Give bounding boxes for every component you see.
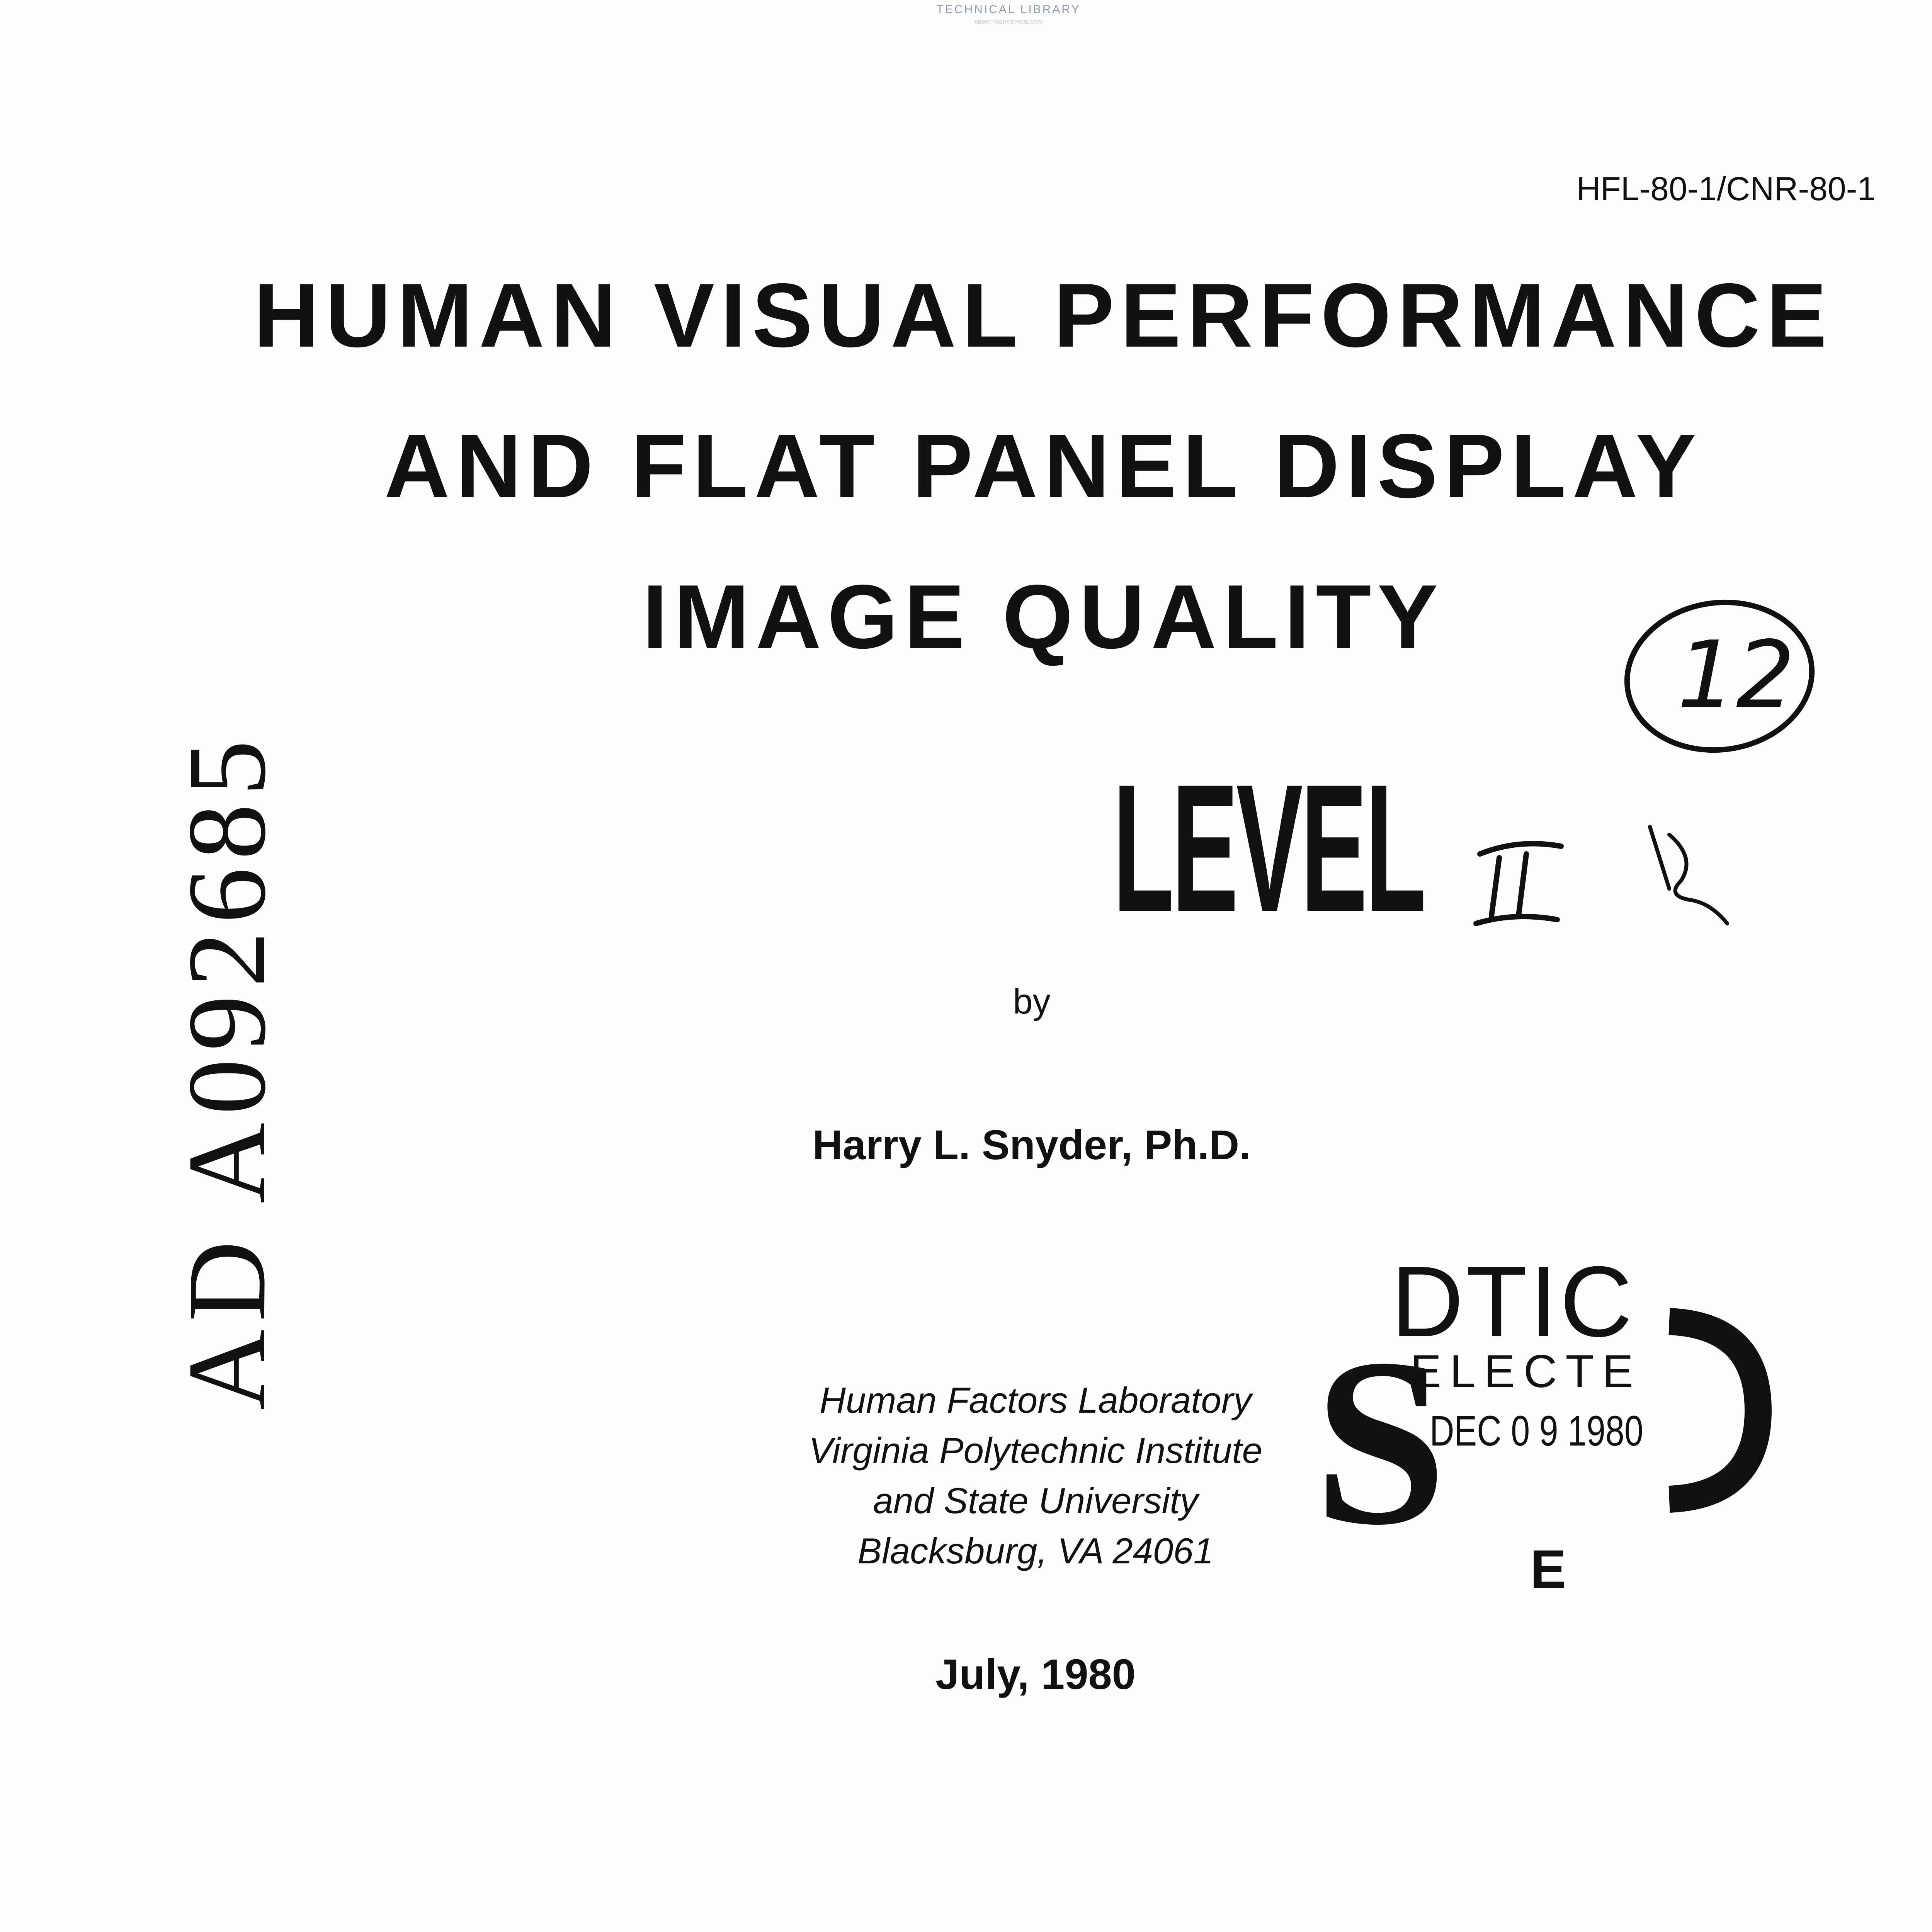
level-stamp-word: LEVEL [1113,747,1424,949]
affiliation-line-4: Blacksburg, VA 24061 [857,1531,1214,1571]
affiliation-line-3: and State University [873,1480,1198,1521]
author-name: Harry L. Snyder, Ph.D. [812,1121,1251,1168]
dtic-stamp-e-letter: E [1530,1539,1566,1599]
circle-number: 12 [1677,621,1795,729]
level-roman-numeral [1468,831,1569,939]
title-line-2: AND FLAT PANEL DISPLAY [384,415,1702,517]
handwritten-scribble-mark [1634,811,1735,927]
dtic-stamp-date: DEC 0 9 1980 [1430,1407,1643,1455]
library-banner: TECHNICAL LIBRARY [936,3,1081,16]
dtic-stamp-elected: ELECTE [1410,1345,1642,1397]
affiliation-line-2: Virginia Polytechnic Institute [809,1430,1262,1471]
dtic-s-letter: S [1314,1310,1447,1575]
handwritten-circle-mark [1619,595,1820,757]
title-line-3: IMAGE QUALITY [642,566,1444,667]
affiliation-line-1: Human Factors Laboratory [819,1380,1252,1420]
accession-number: AD A092685 [165,732,289,1410]
report-number: HFL-80-1/CNR-80-1 [1577,170,1876,207]
by-line: by [1013,982,1051,1021]
title-line-1: HUMAN VISUAL PERFORMANCE [253,264,1833,366]
library-banner-sub: ABBOTTAEROSPACE.COM [974,19,1043,25]
dtic-stamp-name: DTIC [1391,1246,1635,1358]
publication-date: July, 1980 [935,1651,1136,1698]
